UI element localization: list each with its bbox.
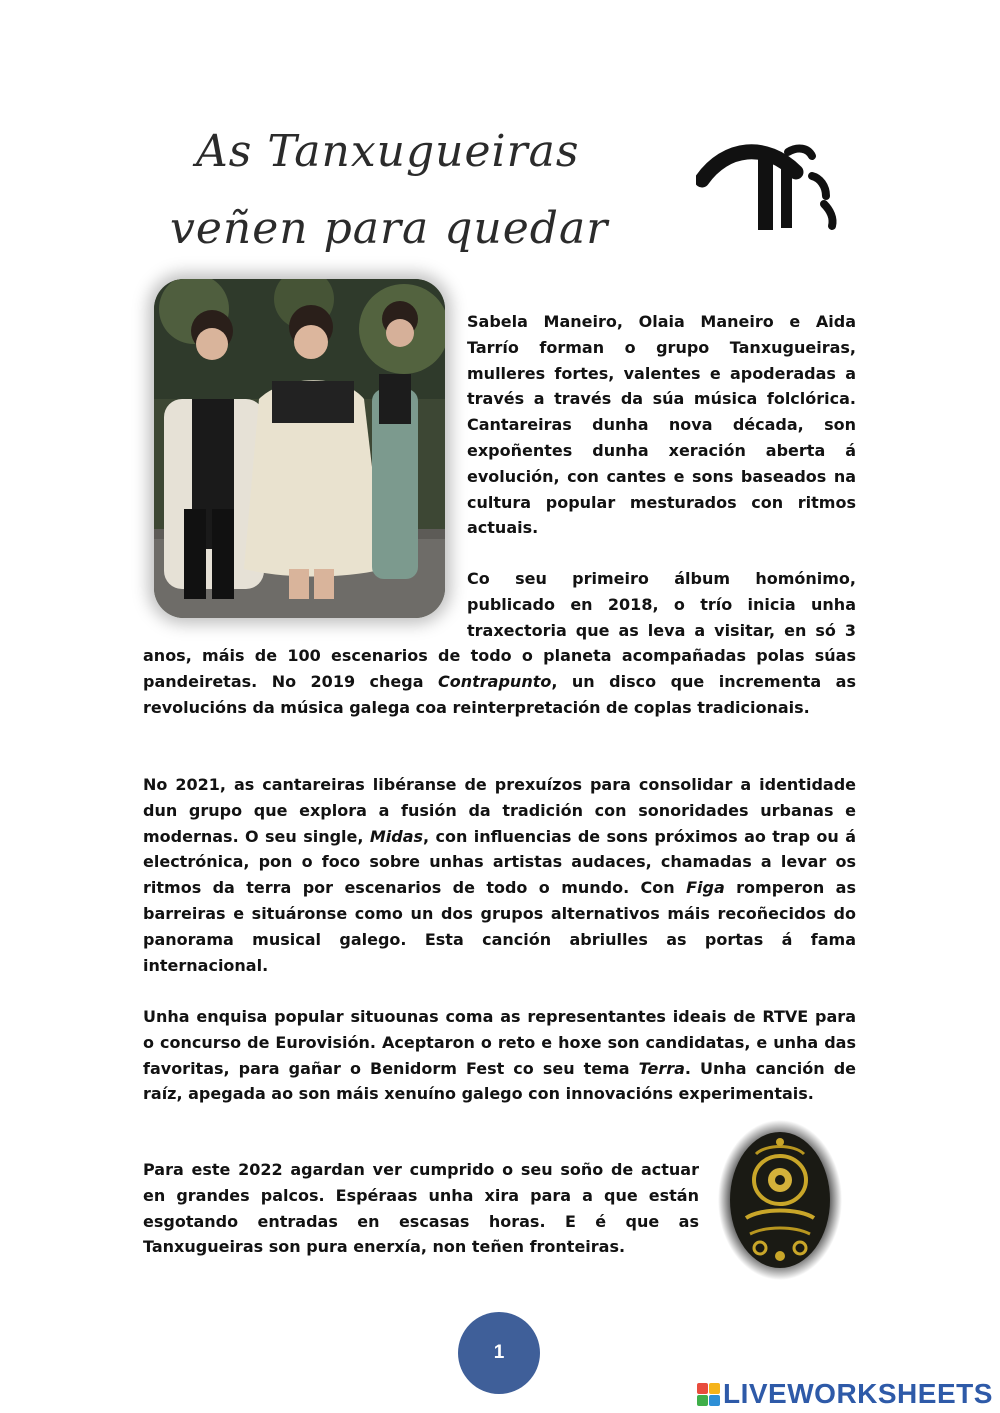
- page-number: 1: [493, 1342, 505, 1363]
- paragraph-first-album: [143, 566, 856, 721]
- liveworksheets-logo-icon: [697, 1383, 720, 1406]
- title-line-2: veñen para quedar: [170, 203, 609, 254]
- logo-square-3: [697, 1395, 708, 1406]
- liveworksheets-text: LIVEWORKSHEETS: [723, 1378, 993, 1409]
- song-title-terra: Terra: [638, 1058, 685, 1078]
- paragraph-first-album-text-end: , un disco que incrementa as revolucións da música galega coa reinterpretación de coplas tradicionais.: [143, 672, 857, 717]
- logo-square-4: [709, 1395, 720, 1406]
- title-line-1: As Tanxugueiras: [196, 126, 580, 177]
- song-title-figa: Figa: [686, 878, 725, 898]
- paragraph-eurovision: [143, 1004, 856, 1107]
- paragraph-2021-text-mid: , con influencias de sons próximos ao trap ou á electrónica, pon o foco sobre unhas artistas audaces, chamadas a levar os ritmos da terra por escenarios de todo o mundo. Con: [143, 826, 857, 898]
- album-title-contrapunto: Contrapunto: [438, 672, 552, 692]
- brooch-image: [716, 1118, 844, 1283]
- logo-square-2: [709, 1383, 720, 1394]
- page-number-badge: [458, 1312, 540, 1394]
- paragraph-intro: Sabela Maneiro, Olaia Maneiro e Aida Tarrío forman o grupo Tanxugueiras, mulleres fortes, valentes e apoderadas a través a través da súa música folclórica. Cantareiras dunha nova década, son expoñentes dunha xeración aberta á evolución, con cantes e sons baseados na cultura popular mesturados con ritmos actuais.: [467, 312, 856, 538]
- paragraph-2021: [143, 772, 856, 978]
- paragraph-2021-text: No 2021, as cantareiras libéranse de prexuízos para consolidar a identidade dun grupo que explora a fusión da tradición con sonoridades urbanas e modernas. O seu single,: [143, 775, 856, 846]
- paragraph-2021-text-end: romperon as barreiras e situáronse como un dos grupos alternativos máis recoñecidos do panorama musical galego. Esta canción abriulles as portas á fama internacional.: [143, 878, 857, 975]
- paragraph-2022: Para este 2022 agardan ver cumprido o seu soño de actuar en grandes palcos. Espéraas unha xira para a que están esgotando entradas en escasas horas. E é que as Tanxugueiras son pura enerxía, non teñen fronteiras.: [143, 1160, 699, 1257]
- logo-square-1: [697, 1383, 708, 1394]
- paragraph-first-album-text: Co seu primeiro álbum homónimo, publicado en 2018, o trío inicia unha traxectoria que as leva a visitar, en só 3 anos, máis de 100 escenarios de todo o planeta acompañadas polas súas pandeiretas. No 2019 chega: [143, 569, 856, 692]
- single-title-midas: Midas: [369, 826, 424, 846]
- paragraph-eurovision-text: Unha enquisa popular situounas coma as representantes ideais de RTVE para o concurso de Eurovisión. Aceptaron o reto e hoxe son candidatas, e unha das favoritas, para gañar o Benidorm Fest co seu tema: [143, 1007, 856, 1078]
- tanxugueiras-logo-icon: [696, 128, 842, 232]
- paragraph-eurovision-text-end: . Unha canción de raíz, apegada ao son máis xenuíno galego con innovacións experimentais.: [143, 1058, 857, 1104]
- liveworksheets-watermark[interactable]: [697, 1378, 993, 1410]
